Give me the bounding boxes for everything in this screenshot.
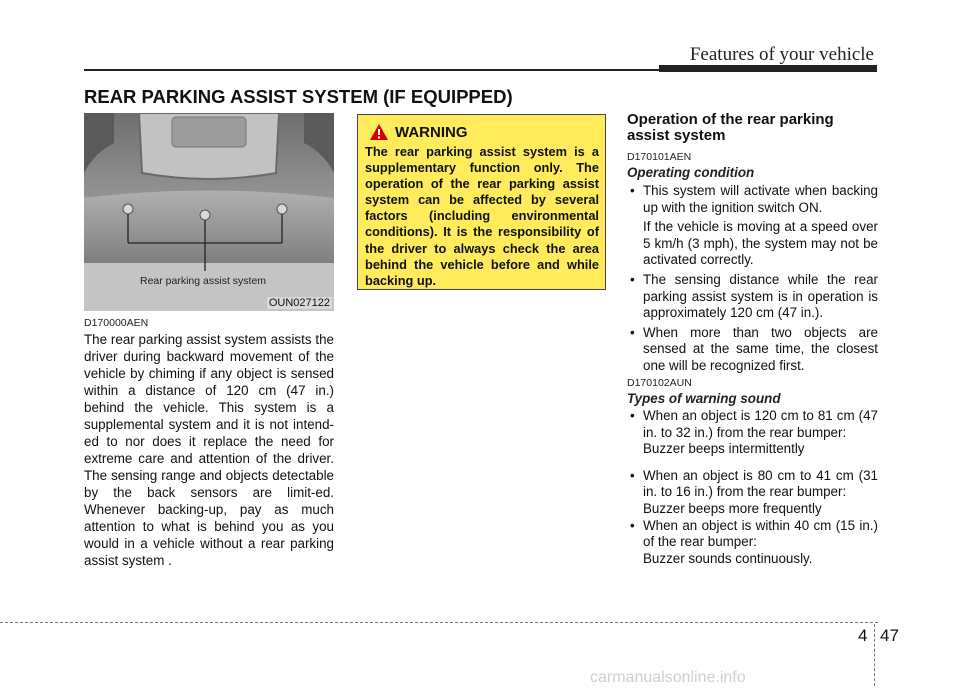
watermark: carmanualsonline.info bbox=[590, 669, 746, 686]
list-item-note: Buzzer beeps intermittently bbox=[643, 441, 805, 457]
list-item: • When an object is within 40 cm (15 in.) of the rear bumper: Buzzer sounds continuously. bbox=[630, 517, 878, 566]
list-item-text: When an object is 80 cm to 41 cm (31 in. to 16 in.) from the rear bumper: bbox=[643, 467, 878, 500]
condition-code: D170101AEN bbox=[627, 151, 692, 163]
list-item: • This system will activate when backing up with the ignition switch ON. If the vehicle is moving at a speed over 5 km/h (3 mph), the system may not be activated correctly. bbox=[630, 183, 878, 268]
section-title: REAR PARKING ASSIST SYSTEM (IF EQUIPPED) bbox=[84, 86, 513, 107]
list-item-text: When an object is 120 cm to 81 cm (47 in. to 32 in.) from the rear bumper: bbox=[643, 408, 878, 440]
figure-code: OUN027122 bbox=[268, 297, 330, 309]
condition-list bbox=[627, 183, 878, 375]
list-item-note: If the vehicle is moving at a speed over 5 km/h (3 mph), the system may not be activated correctly. bbox=[643, 219, 878, 268]
list-item-text: When more than two objects are sensed at the same time, the closest one will be recognized first. bbox=[643, 324, 878, 373]
list-item-text: The sensing distance while the rear parking assist system is in operation is approximately 120 cm (47 in.). bbox=[643, 271, 878, 321]
list-item: • When an object is 80 cm to 41 cm (31 in. to 16 in.) from the rear bumper: Buzzer beeps more frequently bbox=[630, 467, 878, 516]
list-item-text: This system will activate when backing up with the ignition switch ON. bbox=[643, 183, 878, 215]
header-rule bbox=[84, 69, 877, 71]
sound-heading: Types of warning sound bbox=[627, 391, 781, 406]
list-item: • When an object is 120 cm to 81 cm (47 in. to 32 in.) from the rear bumper: Buzzer beeps intermittently bbox=[630, 408, 878, 457]
footer-rule bbox=[0, 622, 878, 623]
sound-list bbox=[627, 408, 878, 567]
condition-heading: Operating condition bbox=[627, 165, 755, 180]
list-item-text: When an object is within 40 cm (15 in.) of the rear bumper: bbox=[643, 517, 878, 550]
chapter-number: 4 bbox=[858, 626, 868, 645]
figure-label: Rear parking assist system bbox=[140, 275, 267, 287]
list-item: • When more than two objects are sensed at the same time, the closest one will be recognized first. bbox=[630, 324, 878, 373]
warning-heading: WARNING bbox=[395, 123, 468, 141]
operation-title: Operation of the rear parking assist system bbox=[627, 111, 834, 144]
list-item: • The sensing distance while the rear parking assist system is in operation is approximately 120 cm (47 in.). bbox=[630, 271, 878, 321]
warning-text: The rear parking assist system is a supplementary function only. The operation of the rear parking assist system can be affected by several factors (including environmental conditions). It is the responsibility of the driver to always check the area behind the vehicle before and while backing up. bbox=[365, 144, 599, 288]
list-item-note: Buzzer sounds continuously. bbox=[643, 550, 813, 566]
sound-code: D170102AUN bbox=[627, 377, 692, 389]
warning-triangle-icon bbox=[369, 123, 389, 141]
rear-bumper-photo bbox=[84, 113, 334, 311]
header-title: Features of your vehicle bbox=[689, 44, 874, 65]
page-number: 47 bbox=[880, 626, 899, 645]
warning-box bbox=[357, 114, 606, 290]
page-separator bbox=[874, 624, 876, 686]
intro-code: D170000AEN bbox=[84, 317, 149, 329]
intro-text: The rear parking assist system assists the driver during backward movement of the vehicle by chiming if any object is sensed within a distance of 120 cm (47 in.) behind the vehicle. This system is a supplemental system and it is not intend-ed to nor does it replace the need for extreme care and attention of the driver. The sensing range and objects detectable by the back sensors are limit-ed. Whenever backing-up, pay as much attention to what is behind you as you would in a vehicle without a rear parking assist system . bbox=[84, 332, 334, 568]
list-item-note: Buzzer beeps more frequently bbox=[643, 500, 822, 516]
